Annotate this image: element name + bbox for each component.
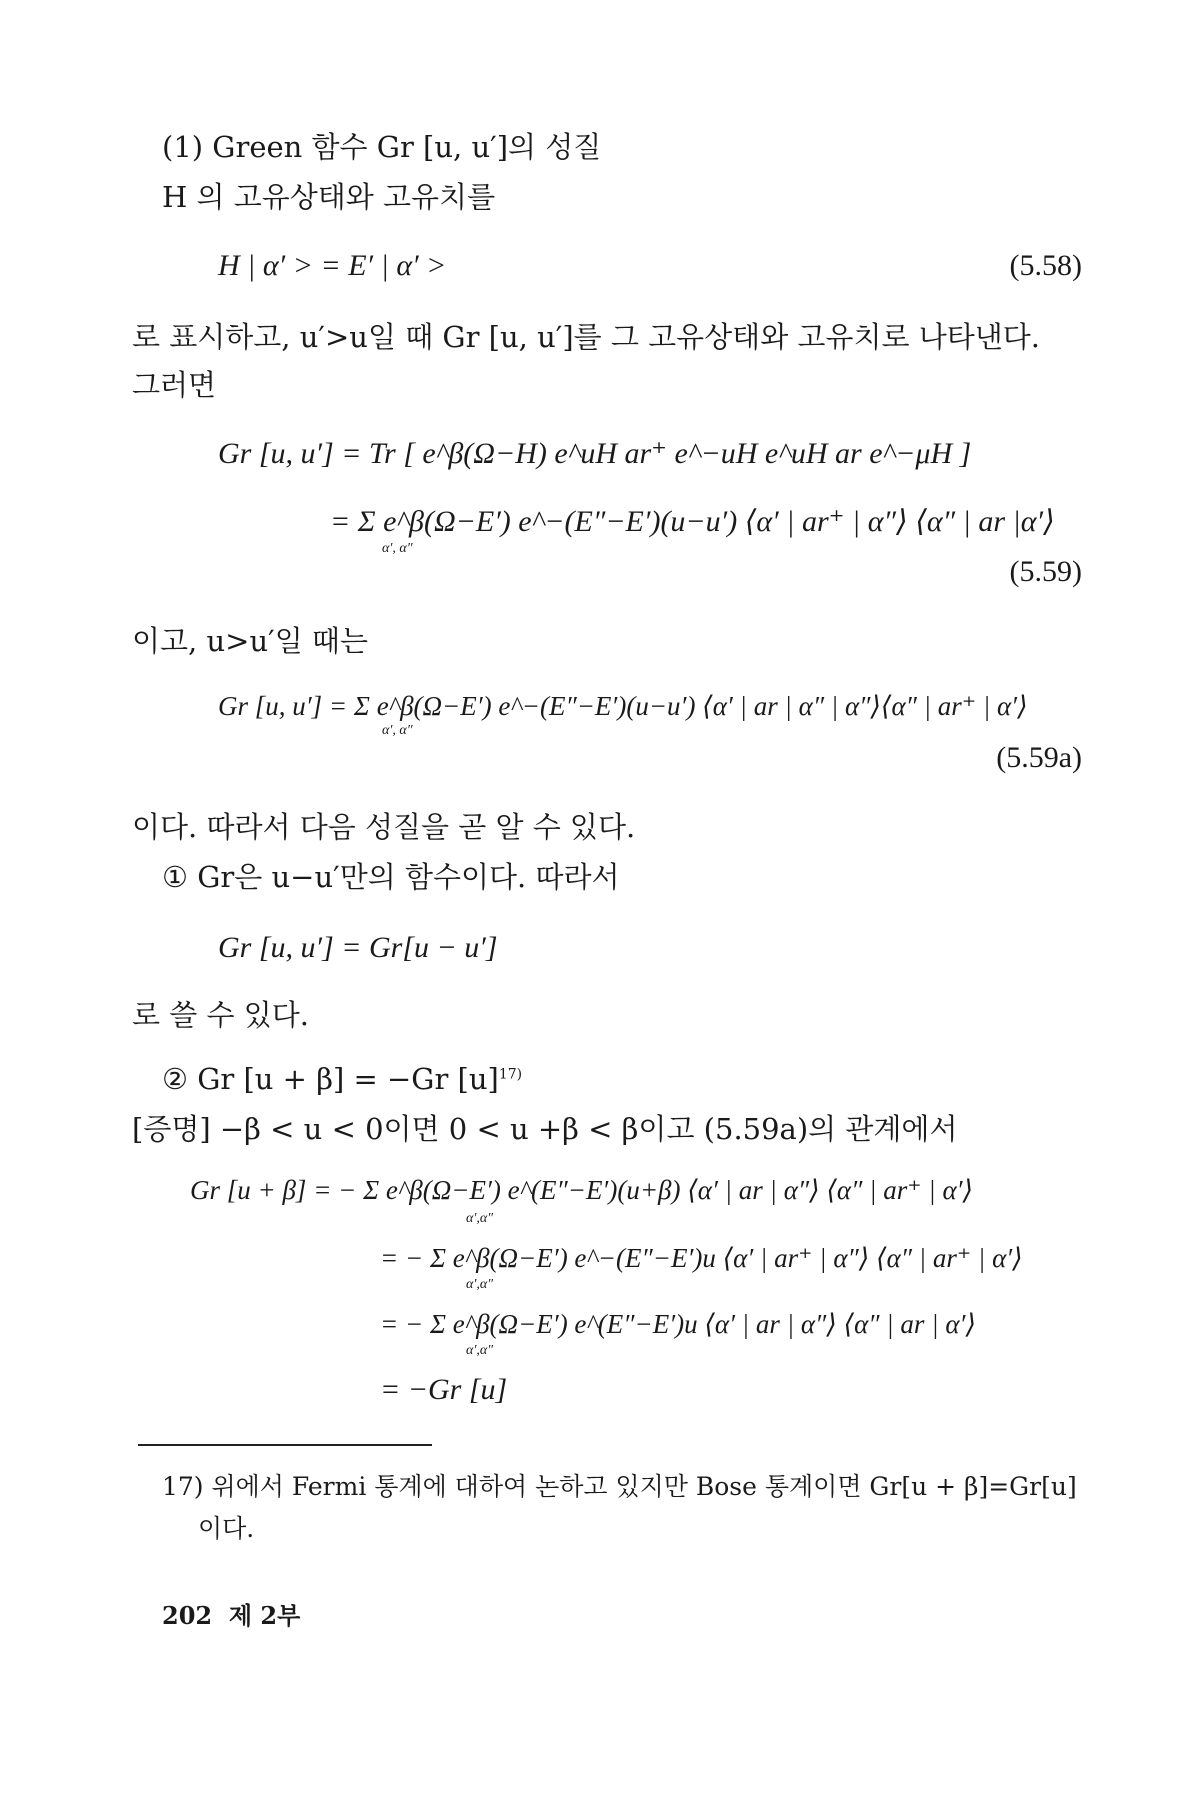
property-2-text: ② Gr [u + β] = −Gr [u] <box>162 1062 499 1096</box>
sum-index: α′,α″ <box>466 1343 494 1358</box>
footnote-ref: 17) <box>498 1066 523 1083</box>
equation-number: (5.59) <box>1009 555 1082 588</box>
proof-equation-1: Gr [u + β] = − Σ e^β(Ω−E′) e^(E″−E′)(u+β) ⟨α′ | ar | α″⟩ ⟨α″ | ar⁺ | α′⟩ <box>190 1175 974 1205</box>
proof-equation-4: = −Gr [u] <box>380 1373 508 1406</box>
paragraph-line: 로 쓸 수 있다. <box>132 998 309 1032</box>
equation-5-59a: Gr [u, u′] = Σ e^β(Ω−E′) e^−(E″−E′)(u−u′) ⟨α′ | ar | α″ | α″⟩⟨α″ | ar⁺ | α′⟩ <box>218 691 1028 721</box>
equation-number: (5.58) <box>1009 249 1082 282</box>
property-2 <box>162 1060 522 1099</box>
sum-index: α′, α″ <box>382 723 413 738</box>
paragraph-line: 그러면 <box>132 368 217 402</box>
paragraph-line: 로 표시하고, u′>u일 때 Gr [u, u′]를 그 고유상태와 고유치로 나타낸다. <box>132 320 1040 354</box>
sum-index: α′,α″ <box>466 1277 494 1292</box>
paragraph-line: 이다. 따라서 다음 성질을 곧 알 수 있다. <box>132 810 636 844</box>
footnote-line: 이다. <box>198 1514 255 1543</box>
equation-5-58: H | α′ > = E′ | α′ > <box>218 249 447 282</box>
paragraph-line: 이고, u>u′일 때는 <box>132 624 368 658</box>
page-footer <box>162 1600 300 1632</box>
intro-line: H 의 고유상태와 고유치를 <box>162 180 496 214</box>
property-1: ① Gr은 u−u′만의 함수이다. 따라서 <box>162 860 620 894</box>
part-label: 제 2부 <box>228 1601 301 1630</box>
equation-5-59-line1: Gr [u, u′] = Tr [ e^β(Ω−H) e^uH ar⁺ e^−uH e^uH ar e^−μH ] <box>218 437 972 470</box>
sum-index: α′, α″ <box>382 541 413 556</box>
footnote-line: 17) 위에서 Fermi 통계에 대하여 논하고 있지만 Bose 통계이면 Gr[u + β]=Gr[u] <box>162 1472 1077 1501</box>
page-number: 202 <box>162 1601 213 1630</box>
sum-index: α′,α″ <box>466 1211 494 1226</box>
equation-number: (5.59a) <box>996 741 1082 774</box>
equation-function-of-difference: Gr [u, u′] = Gr[u − u′] <box>218 931 498 964</box>
proof-equation-3: = − Σ e^β(Ω−E′) e^(E″−E′)u ⟨α′ | ar | α″⟩ ⟨α″ | ar | α′⟩ <box>380 1309 976 1339</box>
proof-intro: [증명] −β < u < 0이면 0 < u +β < β이고 (5.59a)의 관계에서 <box>132 1112 958 1146</box>
footnote-divider <box>138 1444 432 1446</box>
section-heading: (1) Green 함수 Gr [u, u′]의 성질 <box>162 130 602 164</box>
proof-equation-2: = − Σ e^β(Ω−E′) e^−(E″−E′)u ⟨α′ | ar⁺ | α″⟩ ⟨α″ | ar⁺ | α′⟩ <box>380 1243 1023 1273</box>
equation-5-59-line2: = Σ e^β(Ω−E′) e^−(E″−E′)(u−u′) ⟨α′ | ar⁺ | α″⟩ ⟨α″ | ar |α′⟩ <box>330 505 1055 538</box>
